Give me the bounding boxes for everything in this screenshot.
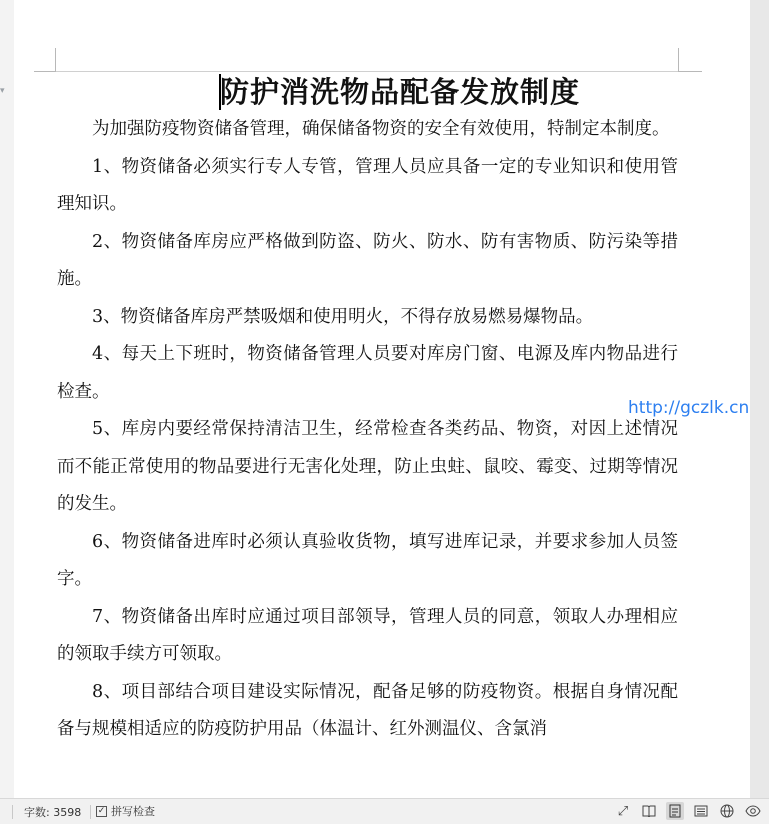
collapse-arrow-icon[interactable]: ▾ — [0, 86, 5, 96]
page-view-icon[interactable] — [666, 802, 684, 820]
paragraph-7: 7、物资储备出库时应通过项目部领导，管理人员的同意，领取人办理相应的领取手续方可领取。 — [57, 606, 678, 664]
margin-mark-top-right-h — [678, 71, 702, 72]
margin-mark-top-left-h — [34, 71, 56, 72]
paragraph-intro: 为加强防疫物资储备管理，确保储备物资的安全有效使用，特制定本制度。 — [92, 119, 670, 139]
paragraph-5: 5、库房内要经常保持清洁卫生，经常检查各类药品、物资，对因上述情况而不能正常使用的物品要进行无害化处理，防止虫蛀、鼠咬、霉变、过期等情况的发生。 — [57, 419, 678, 514]
watermark-url: http://gczlk.cn — [628, 398, 750, 418]
web-view-icon[interactable] — [718, 802, 736, 820]
word-count[interactable]: 字数: 3598 — [24, 806, 82, 819]
paragraph-2: 2、物资储备库房应严格做到防盗、防火、防水、防有害物质、防污染等措施。 — [57, 231, 678, 289]
document-body — [57, 111, 678, 749]
paragraph-6: 6、物资储备进库时必须认真验收货物，填写进库记录，并要求参加人员签字。 — [57, 531, 678, 589]
scrollbar-track[interactable] — [750, 0, 769, 798]
eye-protection-icon[interactable] — [744, 802, 762, 820]
left-panel-edge — [0, 0, 14, 798]
margin-mark-top-left-v — [55, 48, 56, 71]
paragraph-8: 8、项目部结合项目建设实际情况，配备足够的防疫物资。根据自身情况配备与规模相适应的防疫防护用品（体温计、红外测温仪、含氯消 — [57, 681, 678, 739]
spell-check-button[interactable] — [96, 802, 155, 820]
document-title: 防护消洗物品配备发放制度 — [220, 75, 581, 109]
reading-mode-icon[interactable] — [640, 802, 658, 820]
spell-check-icon: ✓ — [97, 805, 106, 816]
status-separator — [90, 805, 91, 819]
margin-mark-top-right-v — [678, 48, 679, 71]
status-bar — [0, 798, 769, 824]
paragraph-1: 1、物资储备必须实行专人专管，管理人员应具备一定的专业知识和使用管理知识。 — [57, 156, 678, 214]
spell-check-label: 拼写检查 — [111, 805, 155, 818]
paragraph-3: 3、物资储备库房严禁吸烟和使用明火，不得存放易燃易爆物品。 — [92, 306, 594, 327]
fullscreen-icon[interactable]: ⤢ — [617, 803, 629, 819]
outline-view-icon[interactable] — [692, 802, 710, 820]
paragraph-4: 4、每天上下班时，物资储备管理人员要对库房门窗、电源及库内物品进行检查。 — [57, 344, 678, 402]
status-separator — [12, 805, 13, 819]
